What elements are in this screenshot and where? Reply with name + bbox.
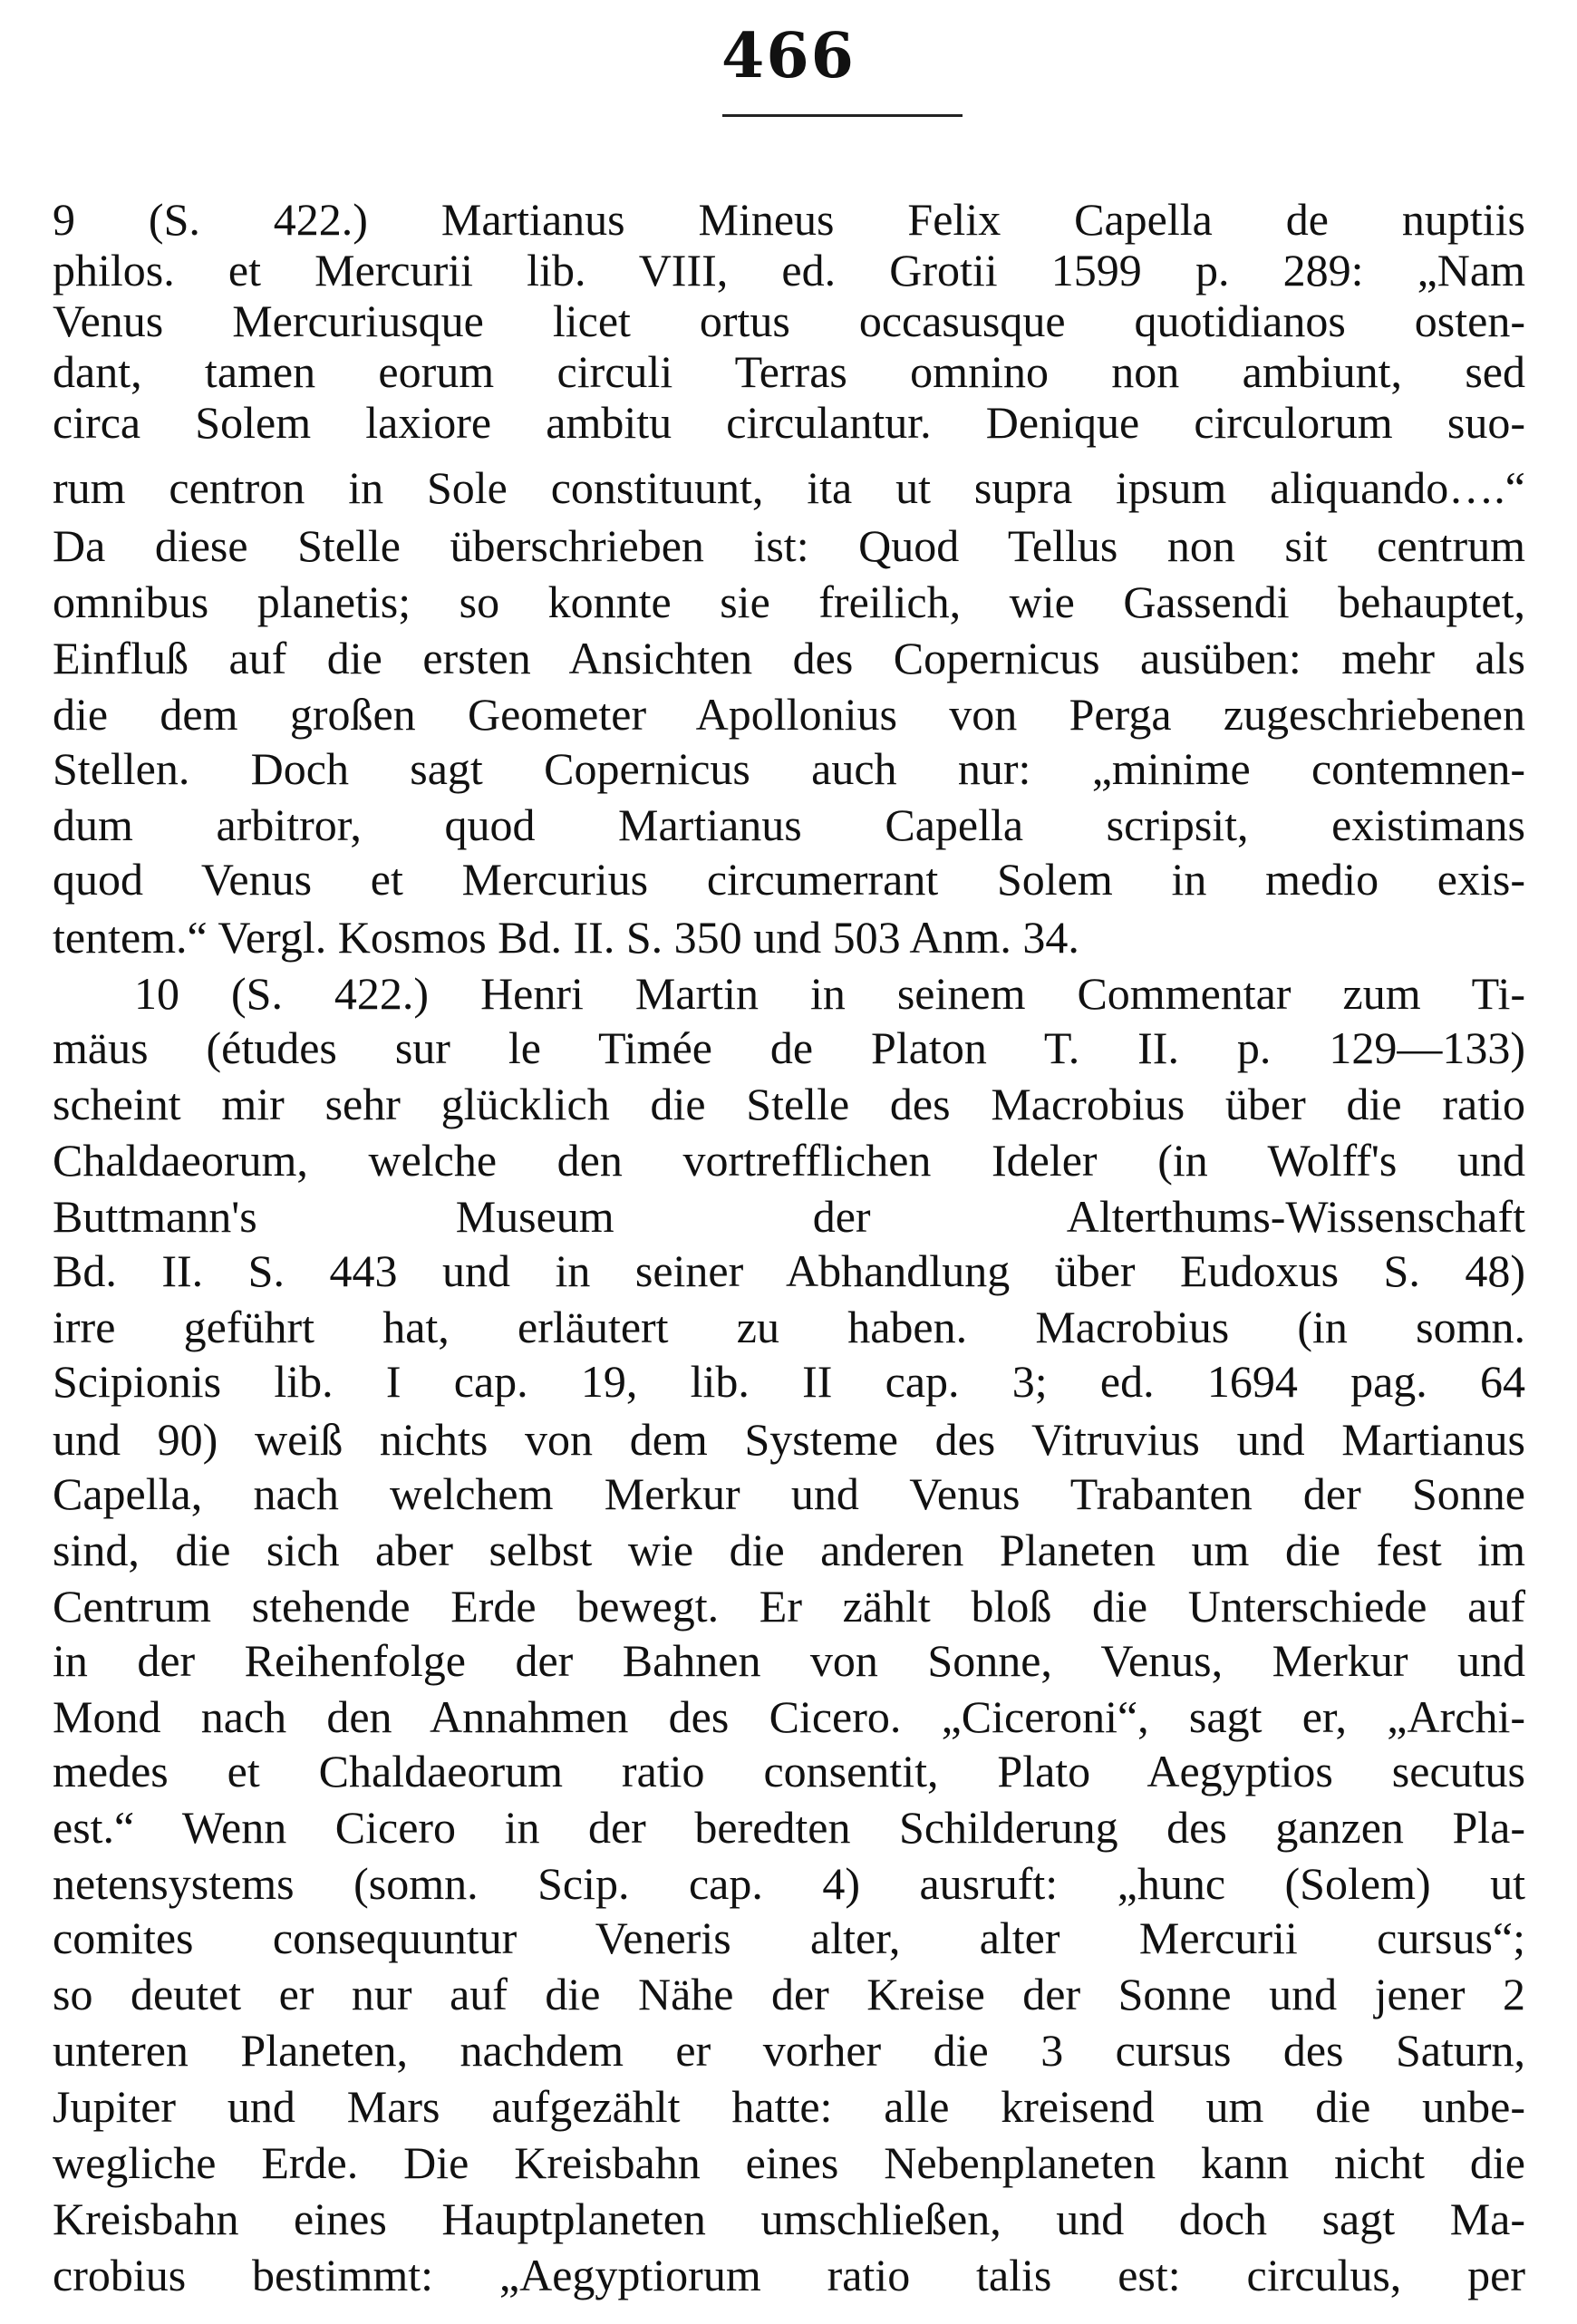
text-line: Chaldaeorum, welche den vortrefflichen Ideler (in Wolff's und (53, 1135, 1525, 1186)
text-line: Buttmann's Museum der Alterthums-Wissenschaft (53, 1191, 1525, 1242)
text-line: und 90) weiß nichts von dem Systeme des Vitruvius und Martianus (53, 1414, 1525, 1465)
text-line: Einfluß auf die ersten Ansichten des Copernicus ausüben: mehr als (53, 633, 1525, 683)
text-line: Mond nach den Annahmen des Cicero. „Ciceroni“, sagt er, „Archi- (53, 1691, 1525, 1742)
text-line: scheint mir sehr glücklich die Stelle des Macrobius über die ratio (53, 1079, 1525, 1129)
text-line: wegliche Erde. Die Kreisbahn eines Nebenplaneten kann nicht die (53, 2137, 1525, 2188)
text-line: mäus (études sur le Timée de Platon T. II. p. 129—133) (53, 1022, 1525, 1073)
text-line: 9 (S. 422.) Martianus Mineus Felix Capella de nuptiis (53, 194, 1525, 245)
text-line: die dem großen Geometer Apollonius von Perga zugeschriebenen (53, 689, 1525, 740)
text-line: Venus Mercuriusque licet ortus occasusque quotidianos osten- (53, 295, 1525, 346)
text-line: Bd. II. S. 443 und in seiner Abhandlung über Eudoxus S. 48) (53, 1245, 1525, 1296)
text-line: in der Reihenfolge der Bahnen von Sonne, Venus, Merkur und (53, 1635, 1525, 1686)
text-line: Jupiter und Mars aufgezählt hatte: alle kreisend um die unbe- (53, 2081, 1525, 2132)
text-line: crobius bestimmt: „Aegyptiorum ratio talis est: circulus, per (53, 2250, 1525, 2300)
text-line: tentem.“ Vergl. Kosmos Bd. II. S. 350 und 503 Anm. 34. (53, 912, 1079, 963)
text-line: est.“ Wenn Cicero in der beredten Schilderung des ganzen Pla- (53, 1802, 1525, 1853)
text-line: irre geführt hat, erläutert zu haben. Macrobius (in somn. (53, 1302, 1525, 1352)
text-line: quod Venus et Mercurius circumerrant Solem in medio exis- (53, 854, 1525, 905)
text-line: philos. et Mercurii lib. VIII, ed. Grotii 1599 p. 289: „Nam (53, 245, 1525, 295)
text-line: dant, tamen eorum circuli Terras omnino non ambiunt, sed (53, 346, 1525, 397)
text-line: omnibus planetis; so konnte sie freilich, wie Gassendi behauptet, (53, 576, 1525, 627)
text-line: rum centron in Sole constituunt, ita ut supra ipsum aliquando….“ (53, 462, 1525, 513)
text-line: netensystems (somn. Scip. cap. 4) ausruft: „hunc (Solem) ut (53, 1858, 1525, 1909)
text-line: Centrum stehende Erde bewegt. Er zählt bloß die Unterschiede auf (53, 1581, 1525, 1632)
text-line: 10 (S. 422.) Henri Martin in seinem Commentar zum Ti- (134, 968, 1525, 1019)
text-line: Stellen. Doch sagt Copernicus auch nur: „minime contemnen- (53, 743, 1525, 794)
text-line: dum arbitror, quod Martianus Capella scripsit, existimans (53, 799, 1525, 850)
text-line: Da diese Stelle überschrieben ist: Quod Tellus non sit centrum (53, 520, 1525, 571)
text-line: circa Solem laxiore ambitu circulantur. Denique circulorum suo- (53, 397, 1525, 448)
text-line: so deutet er nur auf die Nähe der Kreise der Sonne und jener 2 (53, 1969, 1525, 2019)
text-line: medes et Chaldaeorum ratio consentit, Plato Aegyptios secutus (53, 1746, 1525, 1796)
page-number: 466 (721, 20, 856, 92)
text-line: Capella, nach welchem Merkur und Venus Trabanten der Sonne (53, 1468, 1525, 1519)
text-line: Kreisbahn eines Hauptplaneten umschließen, und doch sagt Ma- (53, 2193, 1525, 2244)
text-line: Scipionis lib. I cap. 19, lib. II cap. 3; ed. 1694 pag. 64 (53, 1356, 1525, 1407)
text-line: comites consequuntur Veneris alter, alter Mercurii cursus“; (53, 1912, 1525, 1963)
text-line: sind, die sich aber selbst wie die anderen Planeten um die fest im (53, 1525, 1525, 1575)
text-line: unteren Planeten, nachdem er vorher die 3 cursus des Saturn, (53, 2025, 1525, 2076)
